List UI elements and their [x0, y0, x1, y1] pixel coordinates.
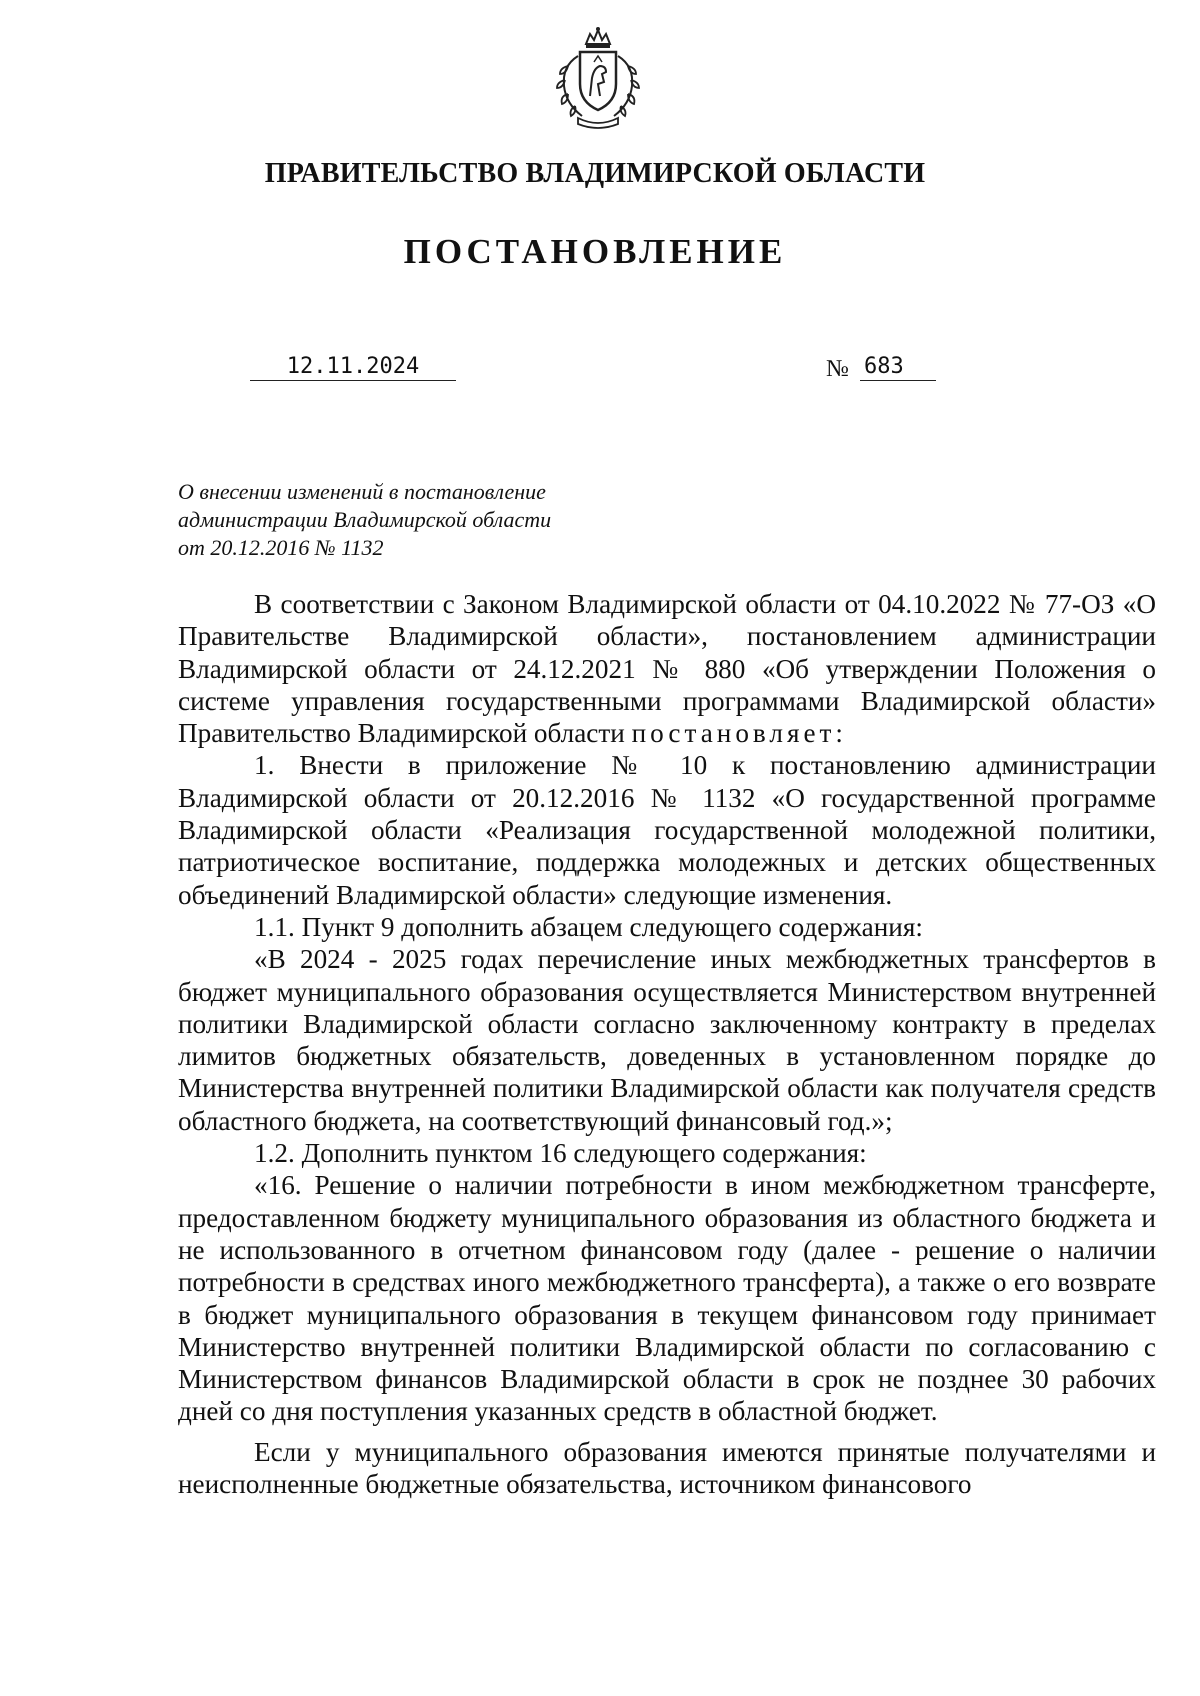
paragraph-1-1-text: «В 2024 - 2025 годах перечисление иных межбюджетных трансфертов в бюджет муниципального образования осуществляется Министерством внутренней политики Владимирской области согласно заключенному контракту в пределах лимитов бюджетных обязательств, доведенных в установленном порядке до Министерства внутренней политики Владимирской области как получателя средств областного бюджета, на соответствующий финансовый год.»;: [178, 944, 1156, 1136]
document-number: 683: [860, 354, 936, 381]
document-subject: [178, 478, 638, 562]
document-date: 12.11.2024: [250, 354, 456, 381]
number-sign: №: [826, 356, 849, 382]
government-title: ПРАВИТЕЛЬСТВО ВЛАДИМИРСКОЙ ОБЛАСТИ: [264, 158, 926, 189]
paragraph-1-2-text: «16. Решение о наличии потребности в ином межбюджетном трансферте, предоставленном бюджету муниципального образования из областного бюджета и не использованного в отчетном финансовом году (далее - решение о наличии потребности в средствах иного межбюджетного трансферта), а также о его возврате в бюджет муниципального образования в текущем финансовом году принимает Министерство внутренней политики Владимирской области по согласованию с Министерством финансов Владимирской области в срок не позднее 30 рабочих дней со дня поступления указанных средств в областной бюджет.: [178, 1170, 1156, 1427]
document-body: [178, 588, 1156, 1500]
preamble-text: В соответствии с Законом Владимирской области от 04.10.2022 № 77-ОЗ «О Правительстве Владимирской области», постановлением администрации Владимирской области от 24.12.2021 № 880 «Об утверждении Положения о системе управления государственными программами Владимирской области» Правительство Владимирской области: [178, 589, 1156, 749]
subject-line: О внесении изменений в постановление: [178, 479, 546, 504]
paragraph-last: Если у муниципального образования имеются принятые получателями и неисполненные бюджетные обязательства, источником финансового: [178, 1436, 1156, 1500]
coat-of-arms-emblem: [548, 26, 648, 132]
document-type-heading: ПОСТАНОВЛЕНИЕ: [403, 232, 787, 271]
paragraph-1: 1. Внести в приложение № 10 к постановлению администрации Владимирской области от 20.12.2016 № 1132 «О государственной программе Владимирской области «Реализация государственной молодежной политики, патриотическое воспитание, поддержка молодежных и детских общественных объединений Владимирской области» следующие изменения.: [178, 750, 1156, 910]
paragraph-1-2: 1.2. Дополнить пунктом 16 следующего содержания:: [254, 1138, 867, 1169]
subject-line: администрации Владимирской области: [178, 507, 552, 532]
preamble-paragraph: [178, 588, 1156, 749]
paragraph-1-1: 1.1. Пункт 9 дополнить абзацем следующего содержания:: [254, 911, 923, 942]
resolves-word: постановляет:: [631, 718, 847, 749]
subject-line: от 20.12.2016 № 1132: [178, 535, 384, 560]
